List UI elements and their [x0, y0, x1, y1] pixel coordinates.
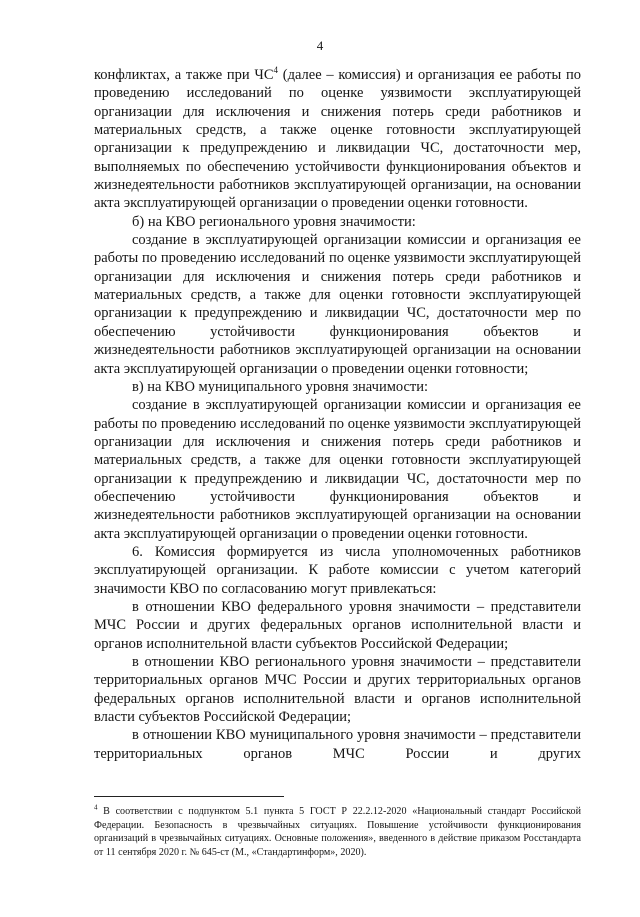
paragraph-text: (далее – комиссия) и организация ее работы по проведению исследований по оценке уязвимости эксплуатирующей организации для исключения и снижения потерь среди работников и материальных средств, а также оценке готовности эксплуатирующей организации к предупреждению и ликвидации ЧС, достаточности мер, выполняемых по обеспечению устойчивости функционирования объектов и жизнедеятельности работников эксплуатирующей организации, на основании акта эксплуатирующей организации о проведении оценки готовности. [94, 67, 581, 212]
paragraph-subitem-v: в) на КВО муниципального уровня значимости: [132, 378, 429, 395]
paragraph-subitem-b: б) на КВО регионального уровня значимости: [132, 213, 416, 230]
footnote-reference: 4 [273, 65, 279, 76]
page-number: 4 [316, 38, 324, 53]
footnote-divider [94, 796, 284, 797]
paragraph-municipal: создание в эксплуатирующей организации комиссии и организация ее работы по проведению исследований по оценке уязвимости эксплуатирующей организации для исключения и снижения потерь среди работников и материальных средств, а также для оценки готовности эксплуатирующей организации к предупреждению и ликвидации ЧС, достаточности мер по обеспечению устойчивости функционирования объектов и жизнедеятельности работников эксплуатирующей организации на основании акта эксплуатирующей организации о проведении оценки готовности. [94, 397, 581, 542]
body-text [94, 66, 581, 763]
paragraph-item-6: 6. Комиссия формируется из числа уполномоченных работников эксплуатирующей организации. К работе комиссии с учетом категорий значимости КВО по согласованию могут привлекаться: [94, 543, 581, 597]
paragraph-text: конфликтах, а также при ЧС [94, 67, 274, 83]
paragraph-federal-representatives: в отношении КВО федерального уровня значимости – представители МЧС России и других федеральных органов исполнительной власти и органов исполнительной власти субъектов Российской Федерации; [94, 598, 581, 652]
footnote-number: 4 [94, 803, 98, 812]
paragraph-regional: создание в эксплуатирующей организации комиссии и организация ее работы по проведению исследований по оценке уязвимости эксплуатирующей организации для исключения и снижения потерь среди работников и материальных средств, а также для оценки готовности эксплуатирующей организации к предупреждению и ликвидации ЧС, достаточности мер по обеспечению устойчивости функционирования объектов и жизнедеятельности работников эксплуатирующей организации на основании акта эксплуатирующей организации о проведении оценки готовности; [94, 232, 581, 377]
paragraph-municipal-representatives: в отношении КВО муниципального уровня значимости – представители территориальных органов МЧС России и других [94, 727, 581, 762]
paragraph-regional-representatives: в отношении КВО регионального уровня значимости – представители территориальных органов МЧС России и других территориальных органов федеральных органов исполнительной власти и органов исполнительной власти субъектов Российской Федерации; [94, 654, 581, 726]
paragraph-continuation [94, 66, 581, 213]
footnote-text: В соответствии с подпунктом 5.1 пункта 5 ГОСТ Р 22.2.12-2020 «Национальный стандарт Российской Федерации. Безопасность в чрезвычайных ситуациях. Повышение устойчивости функционирования организаций в чрезвычайных ситуациях. Основные положения», введенного в действие приказом Росстандарта от 11 сентября 2020 г. № 645-ст (М., «Стандартинформ», 2020). [94, 806, 581, 858]
footnote [94, 805, 581, 859]
